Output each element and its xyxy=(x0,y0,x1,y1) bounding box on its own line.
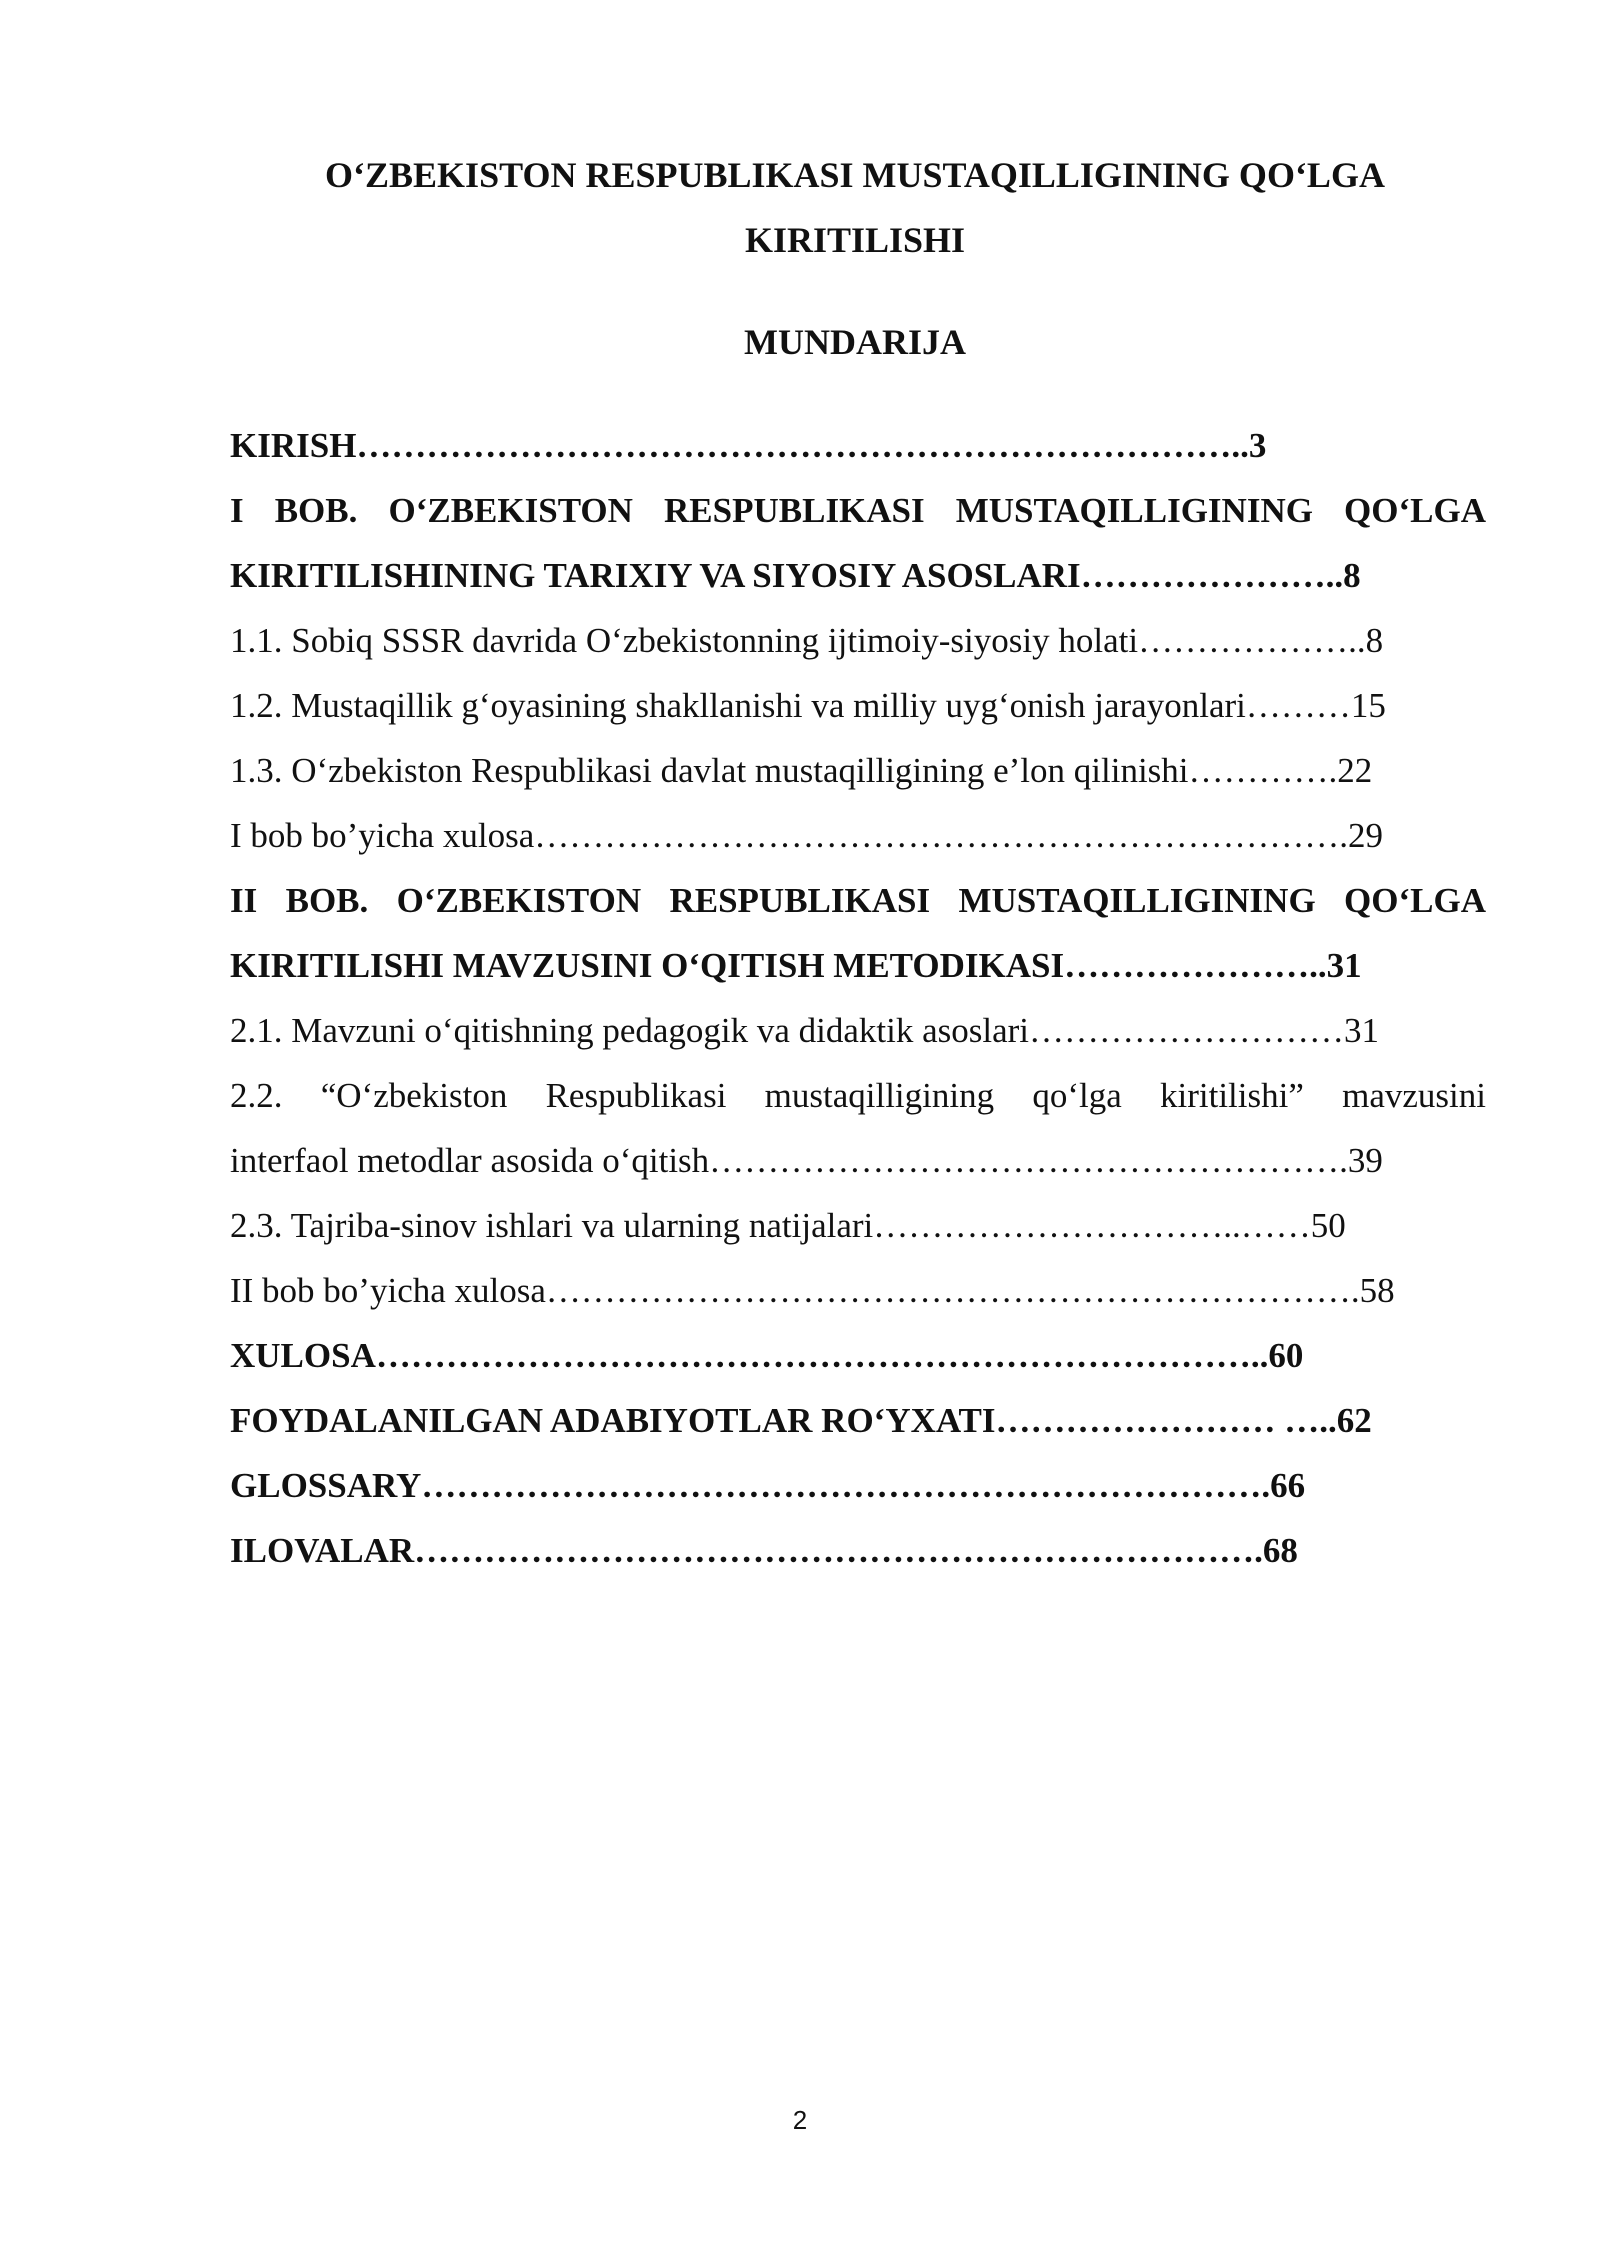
toc-entry: KIRITILISHINING TARIXIY VA SIYOSIY ASOSLARI…………………..8 xyxy=(230,556,1361,595)
toc-entry: ILOVALAR……………………………………………………………….68 xyxy=(230,1531,1298,1570)
toc-entry: interfaol metodlar asosida o‘qitish……………………………………………….39 xyxy=(230,1141,1383,1180)
toc-entry: KIRISH…………………………………………………………………..3 xyxy=(230,426,1267,465)
page-number: 2 xyxy=(792,2105,808,2135)
document-title-line: KIRITILISHI xyxy=(744,220,966,260)
toc-entry: 1.3. O‘zbekiston Respublikasi davlat mustaqilligining e’lon qilinishi………….22 xyxy=(230,751,1373,790)
document-title xyxy=(230,143,1480,273)
toc-entry: GLOSSARY……………………………………………………………….66 xyxy=(230,1466,1306,1505)
toc-entry: 2.3. Tajriba-sinov ishlari va ularning natijalari…………………………..……50 xyxy=(230,1206,1346,1245)
toc-entry: KIRITILISHI MAVZUSINI O‘QITISH METODIKASI…………………..31 xyxy=(230,946,1362,985)
toc-heading: MUNDARIJA xyxy=(744,322,966,362)
toc-entry: 1.2. Mustaqillik g‘oyasining shakllanishi va milliy uyg‘onish jarayonlari………15 xyxy=(230,686,1386,725)
document-title-line: O‘ZBEKISTON RESPUBLIKASI MUSTAQILLIGINING QO‘LGA xyxy=(325,155,1385,195)
toc-entry: 1.1. Sobiq SSSR davrida O‘zbekistonning ijtimoiy-siyosiy holati………………..8 xyxy=(230,621,1384,660)
toc-entry: 2.2. “O‘zbekiston Respublikasi mustaqilligining qo‘lga kiritilishi” mavzusini xyxy=(230,1076,1486,1115)
table-of-contents xyxy=(230,413,1486,1583)
toc-entry: 2.1. Mavzuni o‘qitishning pedagogik va didaktik asoslari………………………31 xyxy=(230,1011,1380,1050)
toc-entry: II bob bo’yicha xulosa…………………………………………………………….58 xyxy=(230,1271,1395,1310)
toc-entry: II BOB. O‘ZBEKISTON RESPUBLIKASI MUSTAQILLIGINING QO‘LGA xyxy=(230,881,1486,920)
toc-entry: XULOSA…………………………………………………………………..60 xyxy=(230,1336,1304,1375)
toc-entry: I BOB. O‘ZBEKISTON RESPUBLIKASI MUSTAQILLIGINING QO‘LGA xyxy=(230,491,1486,530)
toc-entry: FOYDALANILGAN ADABIYOTLAR RO‘YXATI…………………… …..62 xyxy=(230,1401,1372,1440)
toc-entry: I bob bo’yicha xulosa…………………………………………………………….29 xyxy=(230,816,1383,855)
